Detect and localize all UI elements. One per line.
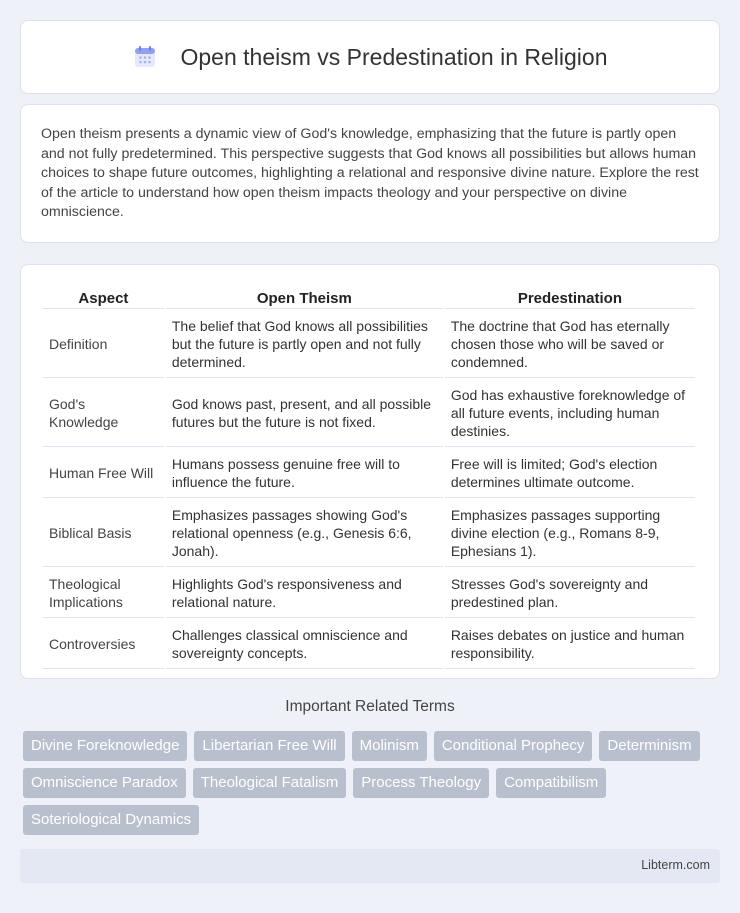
related-terms-tags bbox=[23, 731, 723, 835]
comparison-table-card bbox=[20, 264, 720, 679]
row-predestination: God has exhaustive foreknowledge of all future events, including human destinies. bbox=[445, 380, 695, 447]
tag-soteriological-dynamics[interactable]: Soteriological Dynamics bbox=[23, 805, 199, 835]
footer-site-link[interactable]: Libterm.com bbox=[641, 858, 710, 872]
table-header-row bbox=[43, 287, 695, 309]
row-aspect: Definition bbox=[43, 311, 164, 378]
column-header-aspect: Aspect bbox=[43, 287, 164, 309]
row-predestination: Emphasizes passages supporting divine election (e.g., Romans 8-9, Ephesians 1). bbox=[445, 500, 695, 567]
intro-card bbox=[20, 104, 720, 243]
tag-omniscience-paradox[interactable]: Omniscience Paradox bbox=[23, 768, 186, 798]
table-row bbox=[43, 380, 695, 447]
row-open-theism: Highlights God's responsiveness and relational nature. bbox=[166, 569, 443, 618]
tag-compatibilism[interactable]: Compatibilism bbox=[496, 768, 606, 798]
row-open-theism: Humans possess genuine free will to influence the future. bbox=[166, 449, 443, 498]
row-open-theism: God knows past, present, and all possible futures but the future is not fixed. bbox=[166, 380, 443, 447]
intro-paragraph: Open theism presents a dynamic view of God's knowledge, emphasizing that the future is partly open and not fully predetermined. This perspective suggests that God knows all possibilities but allows human choices to shape future outcomes, highlighting a relational and responsive divine nature. Explore the rest of the article to understand how open theism impacts theology and your perspective on divine omniscience. bbox=[41, 126, 699, 220]
row-predestination: The doctrine that God has eternally chosen those who will be saved or condemned. bbox=[445, 311, 695, 378]
tag-libertarian-free-will[interactable]: Libertarian Free Will bbox=[194, 731, 344, 761]
row-predestination: Stresses God's sovereignty and predestined plan. bbox=[445, 569, 695, 618]
page-title: Open theism vs Predestination in Religion bbox=[180, 43, 608, 70]
table-row bbox=[43, 620, 695, 669]
table-row bbox=[43, 449, 695, 498]
row-aspect: Controversies bbox=[43, 620, 164, 669]
calendar-icon bbox=[132, 44, 158, 70]
row-open-theism: Challenges classical omniscience and sovereignty concepts. bbox=[166, 620, 443, 669]
row-open-theism: Emphasizes passages showing God's relational openness (e.g., Genesis 6:6, Jonah). bbox=[166, 500, 443, 567]
header-card bbox=[20, 20, 720, 94]
row-predestination: Free will is limited; God's election determines ultimate outcome. bbox=[445, 449, 695, 498]
tag-divine-foreknowledge[interactable]: Divine Foreknowledge bbox=[23, 731, 187, 761]
column-header-open-theism: Open Theism bbox=[166, 287, 443, 309]
row-open-theism: The belief that God knows all possibilities but the future is partly open and not fully determined. bbox=[166, 311, 443, 378]
table-row bbox=[43, 500, 695, 567]
column-header-predestination: Predestination bbox=[445, 287, 695, 309]
row-aspect: Biblical Basis bbox=[43, 500, 164, 567]
row-aspect: God's Knowledge bbox=[43, 380, 164, 447]
table-row bbox=[43, 569, 695, 618]
related-terms-title: Important Related Terms bbox=[285, 698, 455, 715]
footer-bar bbox=[20, 849, 720, 883]
row-aspect: Human Free Will bbox=[43, 449, 164, 498]
tag-molinism[interactable]: Molinism bbox=[352, 731, 427, 761]
tag-conditional-prophecy[interactable]: Conditional Prophecy bbox=[434, 731, 593, 761]
title-wrap bbox=[132, 44, 607, 71]
tag-process-theology[interactable]: Process Theology bbox=[353, 768, 489, 798]
comparison-table bbox=[41, 285, 697, 671]
tag-theological-fatalism[interactable]: Theological Fatalism bbox=[193, 768, 347, 798]
tag-determinism[interactable]: Determinism bbox=[599, 731, 699, 761]
table-row bbox=[43, 311, 695, 378]
row-aspect: Theological Implications bbox=[43, 569, 164, 618]
row-predestination: Raises debates on justice and human responsibility. bbox=[445, 620, 695, 669]
